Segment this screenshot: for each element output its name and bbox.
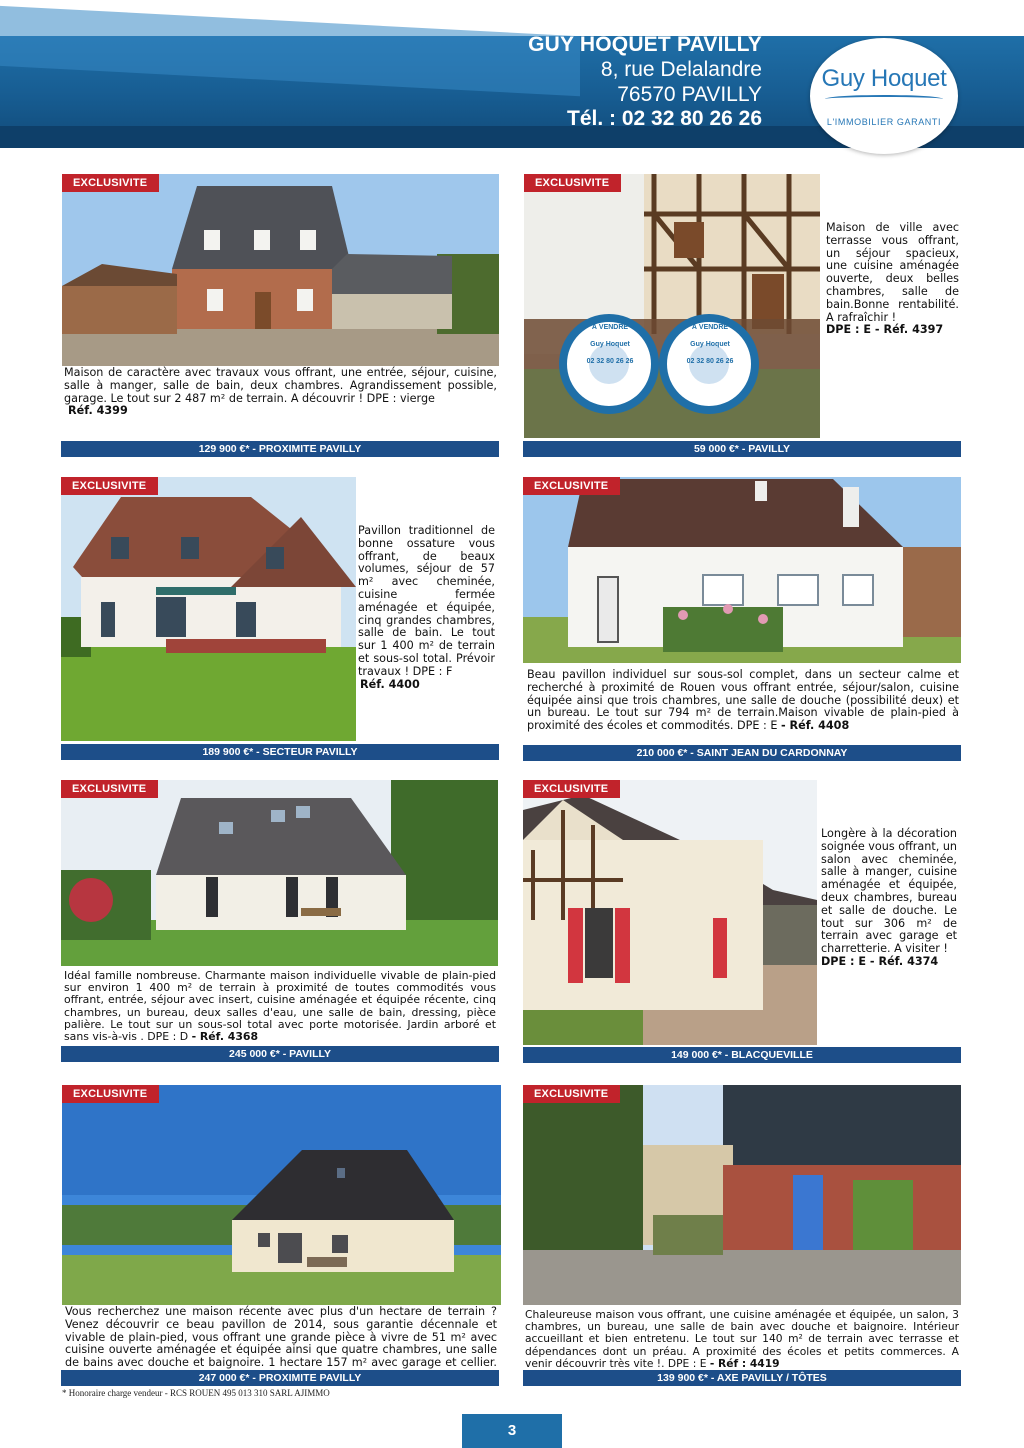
price-bar: 129 900 €* - PROXIMITE PAVILLY <box>61 441 499 457</box>
listing-ref: DPE : E - Réf. 4374 <box>821 954 939 968</box>
exclusive-badge: EXCLUSIVITE <box>61 780 158 798</box>
agency-phone: Tél. : 02 32 80 26 26 <box>567 107 762 130</box>
listing-description <box>821 828 957 969</box>
house-photo-icon <box>61 780 498 966</box>
house-photo-icon <box>523 1085 961 1305</box>
sign-phone: 02 32 80 26 26 <box>586 358 634 365</box>
sign-brand: Guy Hoquet <box>690 341 730 348</box>
agency-city: 76570 PAVILLY <box>617 83 762 106</box>
house-photo-icon <box>523 780 817 1045</box>
house-photo-icon <box>62 174 499 366</box>
listing-description <box>527 669 959 733</box>
price-bar: 245 000 €* - PAVILLY <box>61 1046 499 1062</box>
description-text: Longère à la décoration soignée vous offrant, un salon avec cheminée, salle à manger, cuisine aménagée et équipée, deux chambres, bureau et salle de douche. Le tout sur 306 m² de terrain avec garage et charretterie. A visiter ! <box>821 827 958 956</box>
page-number: 3 <box>462 1414 562 1448</box>
listing-photo <box>523 477 961 663</box>
exclusive-badge: EXCLUSIVITE <box>62 174 159 192</box>
description-text: Idéal famille nombreuse. Charmante maison individuelle vivable de plain-pied sur environ 1 400 m² de terrain à proximité de toutes commodités vous offrant, entrée, séjour avec insert, cuisine aménagée et équipée récente, cinq chambres, un bureau, deux salles d'eau, une salle de bain, dressing, pièce palière. Le tout sur un sous-sol total avec porte motorisée. Jardin arboré et sans vis-à-vis . DPE : D <box>64 969 496 1044</box>
exclusive-badge: EXCLUSIVITE <box>62 1085 159 1103</box>
house-photo-icon <box>523 477 961 663</box>
agency-name: GUY HOQUET PAVILLY <box>528 33 762 56</box>
description-text: Pavillon traditionnel de bonne ossature vous offrant, de beaux volumes, séjour de 57 m² avec cheminée, cuisine fermée aménagée et équipée, cinq grandes chambres, salle de bain. Le tout sur 1 400 m² de terrain et sous-sol total. Prévoir travaux ! DPE : F <box>358 524 495 678</box>
price-bar: 189 900 €* - SECTEUR PAVILLY <box>61 744 499 760</box>
listing-description <box>826 222 959 337</box>
price-bar: 210 000 €* - SAINT JEAN DU CARDONNAY <box>523 745 961 761</box>
sign-text <box>670 324 750 365</box>
listing-photo <box>523 780 817 1045</box>
house-photo-icon <box>61 477 356 741</box>
sign-a-vendre: À VENDRE <box>691 324 729 331</box>
sign-a-vendre: À VENDRE <box>591 324 629 331</box>
sign-brand: Guy Hoquet <box>590 341 630 348</box>
logo-swoosh-icon <box>825 95 943 103</box>
listing-ref: DPE : E - Réf. 4397 <box>826 323 944 337</box>
agency-contact <box>528 33 762 131</box>
listing-photo <box>62 1085 501 1305</box>
description-text: Maison de caractère avec travaux vous offrant, une entrée, séjour, cuisine, salle à manger, salle de bain, deux chambres. Agrandissement possible, garage. Le tout sur 2 487 m² de terrain. A découvrir ! DPE : vierge <box>64 366 497 405</box>
brand-logo <box>810 38 958 154</box>
listing-ref: Réf. 4399 <box>68 404 128 418</box>
logo-brand: Guy Hoquet <box>821 65 947 92</box>
fee-footnote: * Honoraire charge vendeur - RCS ROUEN 495 013 310 SARL AJIMMO <box>62 1388 330 1398</box>
page-header <box>0 0 1024 158</box>
listing-ref: Réf. 4400 <box>360 677 420 691</box>
description-text: Chaleureuse maison vous offrant, une cuisine aménagée et équipée, un salon, 3 chambres, un bureau, une salle de bain avec douche et baignoire. Intérieur accueillant et bien entretenu. Le tout sur 140 m² de terrain avec terrasse et dépendances dont un préau. A proximité des écoles et petits commerces. A venir découvrir très vite !. DPE : E <box>525 1308 959 1370</box>
price-bar: 139 900 €* - AXE PAVILLY / TÔTES <box>523 1370 961 1386</box>
price-bar: 247 000 €* - PROXIMITE PAVILLY <box>61 1370 499 1386</box>
listing-photo <box>523 1085 961 1305</box>
price-bar: 59 000 €* - PAVILLY <box>523 441 961 457</box>
exclusive-badge: EXCLUSIVITE <box>524 174 621 192</box>
exclusive-badge: EXCLUSIVITE <box>61 477 158 495</box>
listing-photo <box>62 174 499 366</box>
listing-description <box>64 970 496 1043</box>
price-bar: 149 000 €* - BLACQUEVILLE <box>523 1047 961 1063</box>
listing-photo <box>61 477 356 741</box>
logo-tagline: L'IMMOBILIER GARANTI <box>826 117 942 127</box>
exclusive-badge: EXCLUSIVITE <box>523 780 620 798</box>
house-photo-icon <box>62 1085 501 1305</box>
sign-phone: 02 32 80 26 26 <box>686 358 734 365</box>
listing-description <box>64 367 497 418</box>
sign-text <box>570 324 650 365</box>
exclusive-badge: EXCLUSIVITE <box>523 1085 620 1103</box>
listing-photo <box>61 780 498 966</box>
listing-ref: - Réf : 4419 <box>709 1356 780 1370</box>
listing-photo <box>524 174 820 438</box>
listing-description <box>358 525 495 691</box>
listing-ref: - Réf. 4408 <box>780 719 850 733</box>
exclusive-badge: EXCLUSIVITE <box>523 477 620 495</box>
description-text: Beau pavillon individuel sur sous-sol complet, dans un secteur calme et recherché à proximité de Rouen vous offrant entrée, séjour/salon, cuisine équipée ainsi que trois chambres, une salle de douche (possibilité deux) et un bureau. Le tout sur 794 m² de terrain.Maison vivable de plain-pied à proximité des écoles et commodités. DPE : E <box>527 668 959 733</box>
listing-ref: - Réf. 4368 <box>191 1030 259 1044</box>
description-text: Maison de ville avec terrasse vous offrant, un séjour spacieux, une cuisine aménagée ouverte, deux belles chambres, salle de bain.Bonne rentabilité. A rafraîchir ! <box>826 221 959 324</box>
listing-description <box>525 1309 959 1370</box>
agency-address: 8, rue Delalandre <box>600 58 762 81</box>
description-text: Vous recherchez une maison récente avec plus d'un hectare de terrain ? Venez découvrir ce beau pavillon de 2014, sous garantie décennale et vivable de plain-pied, vous offrant une grande pièce à vivre de 51 m² avec cuisine ouverte aménagée et équipée ainsi que quatre chambres, une salle de bains avec douche et baignoire. 1 hectare 157 m² avec garage et cellier. <box>65 1305 497 1370</box>
